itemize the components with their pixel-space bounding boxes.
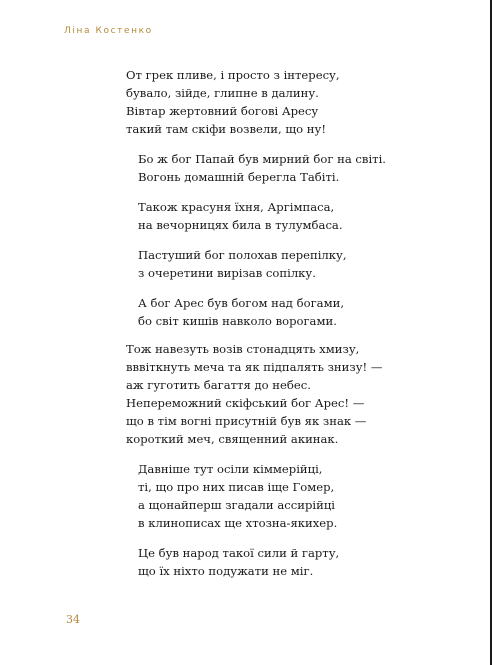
poem-line: От грек пливе, і просто з інтересу, bbox=[126, 68, 340, 82]
poem-line: короткий меч, священний акинак. bbox=[126, 432, 339, 446]
poem-line: А бог Арес був богом над богами, bbox=[138, 296, 344, 310]
poem-line: з очеретини вирізав сопілку. bbox=[138, 266, 316, 280]
poem-line: Це був народ такої сили й гарту, bbox=[138, 546, 340, 560]
stanza-5 bbox=[126, 294, 426, 330]
stanza-3 bbox=[126, 198, 426, 234]
poem-line: а щонайперш згадали ассирійці bbox=[138, 498, 335, 512]
poem-line: Бо ж бог Папай був мирний бог на світі. bbox=[138, 152, 386, 166]
poem-line: що їх ніхто подужати не міг. bbox=[138, 564, 314, 578]
poem-line: що в тім вогні присутній був як знак — bbox=[126, 414, 367, 428]
poem-line: аж гуготить багаття до небес. bbox=[126, 378, 311, 392]
poem-line: Вівтар жертовний богові Аресу bbox=[126, 104, 319, 118]
poem-line: на вечорницях била в тулумбаса. bbox=[138, 218, 343, 232]
poem-body bbox=[126, 66, 426, 580]
poem-line: бо світ кишів навколо ворогами. bbox=[138, 314, 337, 328]
stanza-4 bbox=[126, 246, 426, 282]
stanza-7 bbox=[126, 460, 426, 532]
poem-line: в клинописах ще хтозна-якихер. bbox=[138, 516, 338, 530]
poem-line: ті, що про них писав іще Гомер, bbox=[138, 480, 335, 494]
running-head: Ліна Костенко bbox=[64, 26, 153, 36]
stanza-6 bbox=[126, 340, 426, 448]
poem-line: Вогонь домашній берегла Табіті. bbox=[138, 170, 340, 184]
poem-line: такий там скіфи возвели, що ну! bbox=[126, 122, 327, 136]
stanza-2 bbox=[126, 150, 426, 186]
stanza-1 bbox=[126, 66, 426, 138]
poem-line: Непереможний скіфський бог Арес! — bbox=[126, 396, 365, 410]
poem-line: Також красуня їхня, Аргімпаса, bbox=[138, 200, 335, 214]
poem-line: Пастуший бог полохав перепілку, bbox=[138, 248, 347, 262]
stanza-8 bbox=[126, 544, 426, 580]
poem-line: Тож навезуть возів стонадцять хмизу, bbox=[126, 342, 360, 356]
poem-line: бувало, зійде, глипне в далину. bbox=[126, 86, 319, 100]
poem-line: вввіткнуть меча та як підпалять знизу! — bbox=[126, 360, 383, 374]
poem-line: Давніше тут осіли кіммерійці, bbox=[138, 462, 323, 476]
page-number: 34 bbox=[66, 613, 80, 626]
